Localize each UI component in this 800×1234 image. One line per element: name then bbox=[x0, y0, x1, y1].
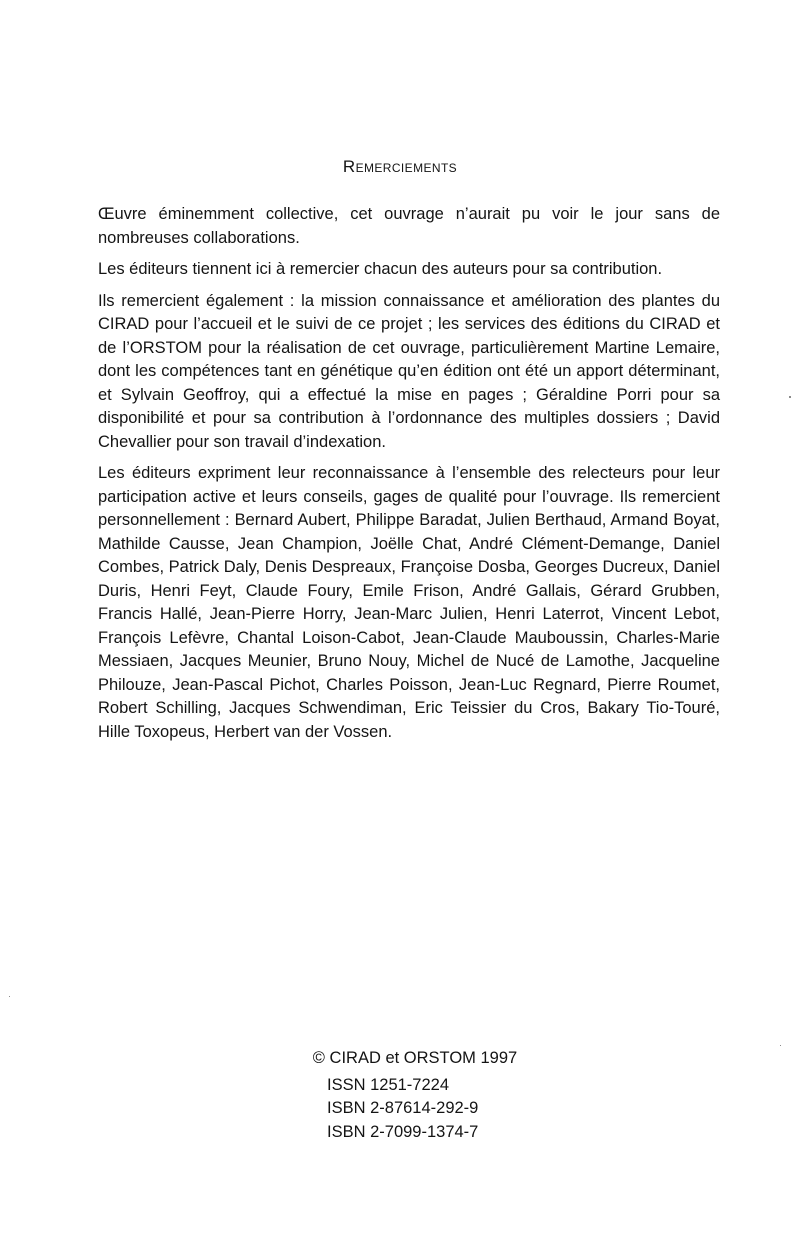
paragraph-authors: Les éditeurs tiennent ici à remercier chacun des auteurs pour sa contribution. bbox=[98, 260, 663, 278]
copyright-line: © CIRAD et ORSTOM 1997 bbox=[312, 1049, 518, 1067]
acknowledgements-body bbox=[98, 203, 720, 752]
scan-speck bbox=[9, 996, 10, 997]
paragraph-institutions: Ils remercient également : la mission connaissance et amélioration des plantes du CIRAD pour l’accueil et le suivi de ce projet ; les services des éditions du CIRAD et de l’ORSTOM pour la réalisation de cet ouvrage, particulièrement Martine Lemaire, dont les compétences tant en génétique qu’en édition ont été un apport déterminant, et Sylvain Geoffroy, qui a effectué la mise en pages ; Géraldine Porri pour sa disponibilité et pour sa contribution à l’ordonnance des multiples dossiers ; David Chevallier pour son travail d’indexation. bbox=[98, 291, 720, 451]
paragraph-reviewers: Les éditeurs expriment leur reconnaissance à l’ensemble des relecteurs pour leur participation active et leurs conseils, gages de qualité pour l’ouvrage. Ils remercient personnellement : Bernard Aubert, Philippe Baradat, Julien Berthaud, Armand Boyat, Mathilde Causse, Jean Champion, Joëlle Chat, André Clément-Demange, Daniel Combes, Patrick Daly, Denis Despreaux, Françoise Dosba, Georges Ducreux, Daniel Duris, Henri Feyt, Claude Foury, Emile Frison, André Gallais, Gérard Grubben, Francis Hallé, Jean-Pierre Horry, Jean-Marc Julien, Henri Laterrot, Vincent Lebot, François Lefèvre, Chantal Loison-Cabot, Jean-Claude Mauboussin, Charles-Marie Messiaen, Jacques Meunier, Bruno Nouy, Michel de Nucé de Lamothe, Jacqueline Philouze, Jean-Pascal Pichot, Charles Poisson, Jean-Luc Regnard, Pierre Roumet, Robert Schilling, Jacques Schwendiman, Eric Teissier du Cros, Bakary Tio-Touré, Hille Toxopeus, Herbert van der Vossen. bbox=[98, 464, 720, 741]
paragraph-intro: Œuvre éminemment collective, cet ouvrage n’aurait pu voir le jour sans de nombreuses collaborations. bbox=[98, 205, 720, 247]
scan-speck bbox=[780, 1045, 781, 1046]
page-title: Remerciements bbox=[342, 157, 458, 176]
colophon bbox=[285, 1047, 545, 1144]
isbn-line-2: ISBN 2-7099-1374-7 bbox=[327, 1122, 479, 1141]
identifier-block bbox=[327, 1074, 545, 1145]
scan-speck bbox=[789, 396, 791, 398]
issn-line: ISSN 1251-7224 bbox=[327, 1075, 450, 1094]
isbn-line-1: ISBN 2-87614-292-9 bbox=[327, 1099, 479, 1117]
